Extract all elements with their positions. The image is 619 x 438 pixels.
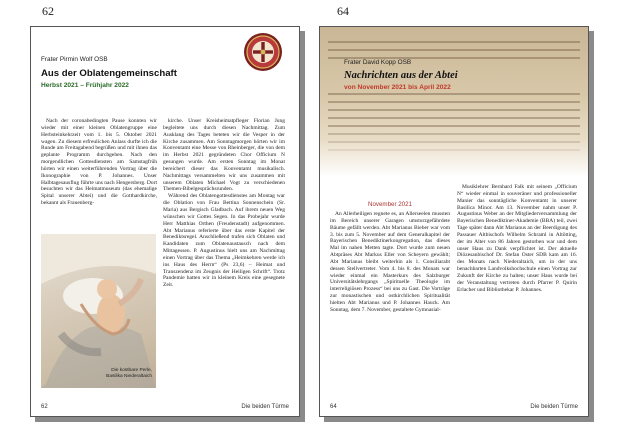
- manuscript-script-line: [328, 41, 580, 43]
- right-column-2: [457, 184, 577, 294]
- image-caption: [106, 368, 152, 380]
- manuscript-script-line: [328, 117, 580, 119]
- author-byline: Frater David Kopp OSB: [344, 59, 412, 66]
- paragraph: Nach der coronabedingten Pause konnten wir wieder mit einer kleinen Oblatengruppe eine Herbsteinkehrzeit vom 1. bis 5. Oktober 2021 wagen. Zu diesem erfreulichen Anlass durfte ich die Runde am Freitagabend begrüßen und mit ihnen das geplante Programm durchgehen. Nach den morgendlichen Gottesdiensten am Samstagfrüh hörten wir einen weiterführenden Vortrag über die Ikonographie von P. Johannes. Unser Halbtagesausflug führte uns nach Hengersberg. Dort besuchten wir das Heimatmuseum (das ehemalige Spital unserer Abtei) und die Gotthardkirche, bekannt als Frauenberg-: [41, 118, 157, 207]
- article-subtitle: von November 2021 bis April 2022: [344, 84, 451, 91]
- section-date-heading: November 2021: [367, 201, 413, 208]
- footer-page-number: 62: [41, 404, 48, 410]
- manuscript-script-line: [328, 101, 580, 103]
- manuscript-script-line: [328, 149, 580, 151]
- manuscript-script-line: [328, 109, 580, 111]
- manuscript-photo: [320, 27, 588, 177]
- left-top-page-number: 62: [42, 4, 54, 18]
- manuscript-script-line: [328, 125, 580, 127]
- paragraph: An Allerheiligen regnete es, an Allerseelen mussten im Bereich unserer Garagen umsturzgefährdete Bäume gefällt werden. Abt Marianus Bieber war vom 3. bis zum 5. November auf dem Generalkapitel der Bayerischen Benediktinerkongregation, das dieses Mal im nahen Metten tagte. Dort wurde zum neuen Abtpräses Abt Markus Eller von Scheyern gewählt; Abt Marianus bleibt weiterhin als 1. Consiliarabt dessen Stellvertreter. Vom 4. bis 8. des Monats war wieder einmal ein Masterkurs des Salzburger Universitätslehrgangs „Spirituelle Theologie im interreligiösen Prozess“ bei uns zu Gast. Die Vorträge zur monastischen und ostkirchlichen Spiritualität hielten Abt Marianus und P. Johannes Hauck. Am Sonntag, dem 7. November, gestaltete Gymnasial-: [330, 211, 450, 313]
- left-column-2: [163, 118, 285, 289]
- fresco-photo: [41, 234, 156, 388]
- right-column-1: [330, 211, 450, 314]
- left-column-1: [41, 118, 157, 207]
- article-subtitle: Herbst 2021 – Frühjahr 2022: [41, 82, 129, 89]
- manuscript-script-line: [328, 141, 580, 143]
- paragraph: kirche. Unser Kreisheimatpfleger Florian Jung begleitete uns durch diesen Nachmittag. Zum Ausklang des Tages beteten wir die Vesper in der Kirche zusammen. Am Sonntagmorgen hörten wir im Konventamt eine Messe von Rheinberger, die von dem im Herbst 2021 gegründeten Chor Officium N gesungen wurde. Am ersten Sonntag im Monat bereichert dieser das Konventamt musikalisch. Nachmittags versammelten wir uns zusammen mit unserem Oblaten Michael Vogt zu verschiedenen Themen-Bibelgesprächsrunden.: [163, 118, 285, 193]
- manuscript-script-line: [328, 49, 580, 51]
- footer-magazine-title: Die beiden Türme: [530, 404, 578, 410]
- manuscript-script-line: [328, 93, 580, 95]
- right-page: [319, 26, 589, 417]
- article-title: Aus der Oblatengemeinschaft: [41, 68, 177, 79]
- right-top-page-number: 64: [337, 4, 349, 18]
- footer-page-number: 64: [330, 404, 337, 410]
- benedictine-medal-icon: [243, 32, 283, 72]
- left-page: [30, 26, 300, 417]
- angel-fresco-illustration: [41, 234, 156, 388]
- footer-magazine-title: Die beiden Türme: [241, 404, 289, 410]
- paragraph: Musiklehrer Bernhard Falk mit seinem „Officium N“ wieder einmal in souveräner und professioneller Manier das sonntägliche Konventamt in unserer Basilica Minor. Am 13. November nahm unser P. Augustinus Weber an der Mitgliederversammlung der Bayerischen Benediktiner-Akademie (BBA) teil, zwei Tage später dann Abt Marianus an der Beerdigung des Passauer Altbischofs Wilhelm Schraml in Altötting, der im Alter von 86 Jahren gestorben war und dem unser Haus zu Dank verpflichtet ist. Der aktuelle Diözesanbischof Dr. Stefan Oster SDB kam am 16. des Monats nach Niederaltaich, um in der uns benachbarten Landvolkshochschule einen Vortrag zur Zukunft der Kirche zu halten; unser Haus wurde bei der Veranstaltung vertreten durch Pfarrer P. Quirin Erlacher und Bibliothekar P. Johannes.: [457, 184, 577, 293]
- author-byline: Frater Pirmin Wolf OSB: [41, 56, 108, 63]
- caption-line: Die kostbare Perle,: [111, 368, 152, 373]
- manuscript-script-line: [328, 133, 580, 135]
- paragraph: Während des Oblatengottesdienstes am Montag war die Oblation von Frau Bettina Sonnenschein (Sr. Maria) aus Bergisch Gladbach. Auf ihrem neuen Weg wünschen wir Gottes Segen. In das Probejahr wurde Herr Matthias Orthen (Freudenstadt) aufgenommen. Abt Marianus referierte über das erste Kapitel der Benediktsregel. Anschließend trafen sich Oblaten und Kandidaten zum Oblatenaustausch nach dem Mittagessen. P. Augustinus hielt uns am Nachmittag einen Vortrag über das Thema „Heimkehren werde ich ins Haus des Herrn“ (Ps 23,6) – Heimat und Transzendenz im Zeugnis der Heiligen Schrift“. Trotz Pandemie hatten wir in kleinem Kreis eine gesegnete Zeit.: [163, 193, 285, 289]
- caption-line: Basilika Niederaltaich: [106, 374, 152, 379]
- article-title: Nachrichten aus der Abtei: [344, 70, 458, 81]
